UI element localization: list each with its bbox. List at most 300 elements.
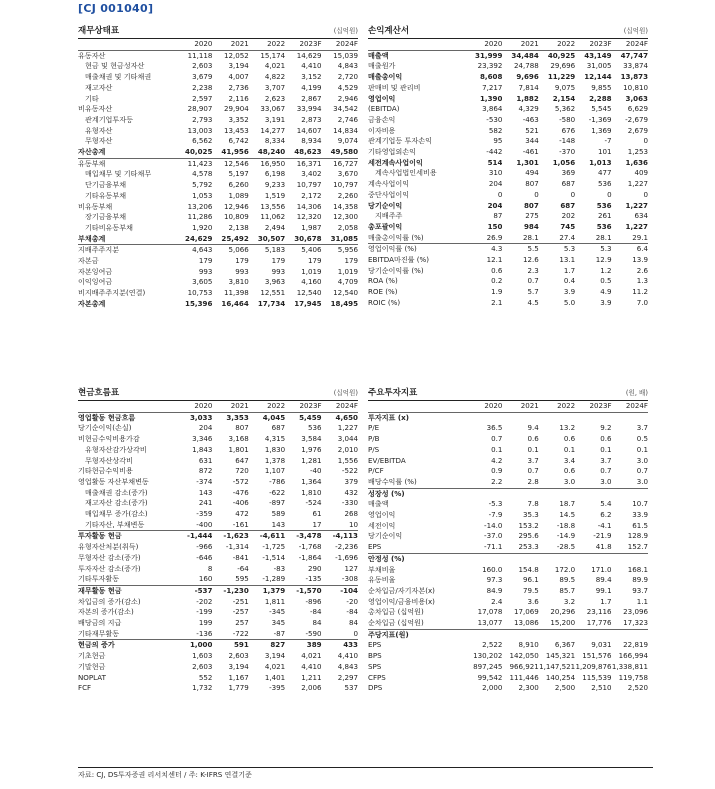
table-row (78, 651, 358, 662)
table-row (78, 72, 358, 83)
row-value: 13,077 (477, 618, 503, 628)
row-value: 8,910 (518, 640, 539, 650)
row-value: 2,000 (482, 683, 503, 693)
row-value: 0.7 (527, 276, 539, 286)
table-row (368, 412, 648, 423)
row-value: 10,810 (623, 82, 648, 92)
row-value: 0 (607, 189, 612, 199)
row-label: BPS (368, 651, 382, 661)
table-row (368, 531, 648, 542)
row-label: 계속사업법인세비용 (375, 168, 437, 178)
row-value: 6,260 (228, 180, 249, 190)
row-value: 432 (344, 487, 358, 497)
row-value: -257 (232, 607, 249, 617)
row-value: 140,254 (545, 672, 576, 682)
row-value: 2,172 (301, 190, 322, 200)
row-value: 295.6 (518, 531, 539, 541)
row-value: 0.5 (600, 276, 612, 286)
row-value: 2.1 (491, 297, 503, 307)
table-row (368, 72, 648, 83)
row-value: -463 (522, 114, 539, 124)
row-value: 3,194 (228, 661, 249, 671)
row-value: 5.4 (600, 499, 612, 509)
table-row (368, 50, 648, 61)
row-value (502, 629, 538, 640)
row-value: -476 (232, 487, 249, 497)
row-value: -537 (176, 585, 212, 596)
row-value: 0.1 (563, 444, 576, 454)
row-value: 4,410 (301, 61, 322, 71)
header-blank (368, 401, 466, 412)
row-value: 13.1 (559, 255, 576, 265)
row-label: 차입금의 증가(감소) (78, 596, 141, 606)
row-value: 25,492 (221, 233, 249, 243)
row-value: 154.8 (518, 564, 539, 574)
row-value: 0.6 (563, 466, 576, 476)
row-value: 5,406 (285, 245, 321, 256)
table-row (368, 521, 648, 532)
row-value (539, 488, 575, 499)
row-value: 3,194 (228, 61, 249, 71)
row-label: 매출총이익률 (%) (368, 232, 424, 242)
year-header: 2021 (502, 39, 538, 50)
row-value: 10,753 (187, 288, 213, 298)
row-value: 12,551 (260, 288, 286, 298)
row-value: -84 (309, 607, 322, 617)
year-header-row (78, 39, 358, 50)
table-row (368, 542, 648, 553)
header-blank (368, 39, 466, 50)
row-value: -1,314 (225, 542, 249, 552)
row-value: 20,296 (550, 607, 576, 617)
row-value: 6,562 (192, 136, 213, 146)
row-value: 93.7 (632, 585, 648, 595)
table-row (368, 683, 648, 694)
row-value: 521 (525, 125, 539, 135)
row-value: 28.1 (595, 232, 612, 242)
row-label: 관계기업투자등 (85, 114, 133, 124)
row-label: DPS (368, 683, 383, 693)
row-value: 589 (271, 509, 286, 519)
row-value: 12.1 (486, 255, 503, 265)
row-value: 595 (235, 574, 249, 584)
year-header: 2022 (249, 39, 285, 50)
row-label: 주당지표(원) (368, 629, 466, 640)
row-label: 장기금융부채 (85, 212, 127, 222)
row-value: 4,822 (264, 72, 286, 82)
row-value: 119,758 (618, 672, 648, 682)
table-row (368, 266, 648, 277)
row-value: 15,396 (185, 298, 213, 308)
table-row (78, 662, 358, 673)
table-row (368, 255, 648, 266)
row-value: 11,398 (223, 288, 249, 298)
table-row (368, 115, 648, 126)
row-value: 8,334 (264, 136, 286, 146)
row-value: 3,352 (228, 114, 249, 124)
row-value: 1,107 (264, 466, 286, 476)
row-value: 1,364 (301, 476, 322, 486)
row-value: 26.9 (486, 232, 503, 242)
row-value: 2,010 (337, 444, 358, 454)
row-label: 영업이익 (368, 510, 396, 520)
table-row (78, 126, 358, 137)
row-value: 807 (523, 200, 539, 210)
table-row (368, 94, 648, 105)
row-value: -522 (341, 466, 358, 476)
row-label: 투자지표 (x) (368, 412, 409, 422)
row-value: -4,611 (249, 531, 285, 542)
row-value: 241 (198, 498, 213, 508)
table-row (78, 83, 358, 94)
row-value: -1,623 (212, 531, 248, 542)
table-row (78, 629, 358, 640)
table-row (368, 607, 648, 618)
row-label: 유형자산처분(취득) (78, 542, 139, 552)
row-value: -406 (232, 498, 249, 508)
row-label: 투자활동 현금 (78, 531, 176, 542)
row-value: 11,118 (187, 50, 213, 60)
row-value: 2,138 (228, 222, 249, 232)
row-value: -135 (305, 574, 322, 584)
row-label: EBITDA마진률 (%) (368, 255, 430, 265)
row-value: 16,727 (322, 158, 358, 169)
row-value: 13,556 (260, 201, 286, 211)
row-label: 총포괄이익 (368, 221, 403, 231)
row-value: 0.4 (563, 276, 576, 286)
row-value: 12,320 (296, 212, 322, 222)
row-value: 2,873 (301, 114, 322, 124)
row-value: 3.9 (600, 297, 612, 307)
row-value: 6,198 (264, 169, 286, 179)
row-value: 3.0 (636, 455, 648, 465)
row-value: 12.9 (595, 255, 612, 265)
row-value: 0 (570, 189, 576, 199)
table-row (78, 267, 358, 278)
row-value (575, 553, 611, 564)
row-value: 807 (235, 423, 249, 433)
row-value: 34,542 (333, 104, 358, 114)
row-value: 2,297 (337, 672, 358, 682)
row-label: 자본잉여금 (78, 266, 113, 276)
row-value: 31,999 (475, 50, 503, 60)
table-row (368, 276, 648, 287)
row-value: 7,217 (482, 82, 503, 92)
row-value: 3,584 (301, 434, 322, 444)
row-value: 6,742 (228, 136, 249, 146)
row-label: 현금의 증가 (78, 640, 176, 651)
panel-title: 주요투자지표 (368, 388, 418, 398)
row-value: 27.4 (559, 232, 576, 242)
row-value: -14.0 (484, 520, 503, 530)
table-row (368, 201, 648, 212)
row-value: 14,306 (296, 201, 322, 211)
row-label: 이익잉여금 (78, 277, 113, 287)
row-value: 89.5 (559, 575, 576, 585)
table-row (368, 158, 648, 169)
row-value: 4,045 (262, 412, 286, 422)
row-value: 10,797 (296, 180, 322, 190)
row-value (575, 629, 611, 640)
row-value: 966,921 (509, 661, 539, 671)
row-value: 720 (235, 466, 249, 476)
row-value (575, 488, 611, 499)
row-label: 유형자산 (85, 125, 113, 135)
row-value: 12,144 (584, 72, 612, 82)
row-value: 1,253 (627, 147, 648, 157)
row-value: 745 (560, 221, 576, 231)
row-value: 0.1 (527, 444, 539, 454)
year-header: 2021 (212, 401, 248, 412)
row-value: 536 (596, 221, 612, 231)
row-value: 634 (634, 211, 648, 221)
row-value: 15,200 (550, 618, 576, 628)
row-value: 1,810 (301, 487, 322, 497)
row-value: 0.1 (600, 444, 612, 454)
row-value: 145,321 (545, 651, 576, 661)
row-value: 3.7 (600, 455, 612, 465)
row-value: -199 (196, 607, 213, 617)
row-label: 안정성 (%) (368, 553, 466, 564)
table-row (368, 287, 648, 298)
row-value: 1,830 (264, 444, 286, 454)
row-value: 160 (198, 574, 213, 584)
row-value: 23,392 (477, 61, 503, 71)
table-row (78, 456, 358, 467)
row-label: 관계기업등 투자손익 (368, 136, 432, 146)
row-value: 43,149 (584, 50, 612, 60)
row-value: 1,053 (192, 190, 213, 200)
row-value: 3.7 (636, 423, 648, 433)
table-row (78, 147, 358, 158)
row-label: 기타유동부채 (85, 190, 127, 200)
year-header: 2022 (539, 401, 575, 412)
row-value: 17,734 (257, 298, 286, 308)
row-value: 8,608 (479, 72, 503, 82)
row-value: 9,233 (264, 180, 286, 190)
year-header-row (368, 39, 648, 50)
row-value: -20 (346, 596, 358, 606)
row-value: 1,519 (264, 190, 286, 200)
row-label: 기타 (85, 93, 99, 103)
row-value: 0.9 (491, 466, 503, 476)
row-value: 16,950 (249, 158, 285, 169)
row-value: 23,096 (623, 607, 648, 617)
row-value: 687 (271, 423, 286, 433)
row-value (502, 553, 538, 564)
table-row (368, 61, 648, 72)
row-value: 11,229 (547, 72, 576, 82)
row-label: 매출원가 (368, 61, 396, 71)
table-row (78, 50, 358, 61)
row-value: 5,459 (299, 412, 322, 422)
table-row (78, 597, 358, 608)
row-value: 345 (271, 618, 286, 628)
row-value: 2,867 (301, 93, 322, 103)
row-value: -1,230 (212, 585, 248, 596)
row-value: 3,063 (625, 93, 648, 103)
row-value: 2,510 (591, 683, 612, 693)
row-value: 3,194 (264, 651, 286, 661)
row-value: 0 (534, 189, 539, 199)
row-value: 22,819 (623, 640, 648, 650)
row-value (575, 412, 611, 423)
table-row (78, 191, 358, 202)
row-value: 127 (344, 563, 358, 573)
row-value: 87 (493, 211, 503, 221)
row-value: 128.9 (627, 531, 648, 541)
row-value: 168.1 (627, 564, 648, 574)
row-value: 179 (198, 256, 213, 266)
year-header: 2024F (322, 39, 358, 50)
row-value: 1,801 (228, 444, 249, 454)
row-label: 유동부채 (78, 158, 176, 169)
key-indicators-panel (368, 389, 648, 694)
row-value: 4,315 (264, 434, 286, 444)
row-value: 591 (212, 640, 248, 651)
row-value: 275 (525, 211, 539, 221)
row-value: 3,152 (301, 72, 322, 82)
row-value: 3,864 (482, 104, 503, 114)
row-value: 3,044 (337, 434, 358, 444)
table-row (368, 104, 648, 115)
row-label: 부채비율 (368, 564, 396, 574)
row-value: 28.1 (523, 232, 539, 242)
row-value: 9,074 (337, 136, 358, 146)
row-value: 3.0 (600, 476, 612, 486)
row-value: 3,346 (192, 434, 213, 444)
row-value (502, 412, 538, 423)
row-value: 2,522 (482, 640, 503, 650)
row-value (466, 412, 502, 423)
row-value: 17,069 (513, 607, 539, 617)
row-value: 4,410 (301, 661, 322, 671)
row-value: 1,147,521 (539, 661, 576, 671)
year-header-row (78, 401, 358, 412)
row-label: 매출액 (368, 499, 389, 509)
row-value: 1,056 (552, 157, 576, 167)
row-value: -136 (196, 628, 213, 638)
row-label: 기타자산, 부채변동 (85, 519, 145, 529)
row-label: 비유동부채 (78, 201, 113, 211)
row-value: 1,338,811 (611, 661, 648, 671)
row-value: 0 (643, 189, 648, 199)
row-value: 5,197 (228, 169, 249, 179)
row-value: 4,021 (264, 61, 286, 71)
row-value: 12.6 (523, 255, 539, 265)
panel-header (368, 389, 648, 401)
row-value: 31,085 (330, 233, 358, 243)
row-label: 현금 및 현금성자산 (85, 61, 145, 71)
row-value: 111,446 (509, 672, 539, 682)
row-value: 13,086 (513, 618, 539, 628)
row-label: 부채총계 (78, 233, 106, 243)
row-value: 1,976 (301, 444, 322, 454)
row-label: 이자비용 (368, 125, 396, 135)
row-value: -646 (196, 552, 213, 562)
row-value: 2,603 (192, 661, 213, 671)
row-value: 5.0 (563, 297, 576, 307)
table-row (368, 434, 648, 445)
row-value: 4.3 (466, 244, 502, 255)
table-row (368, 168, 648, 179)
row-value: 2,500 (554, 683, 576, 693)
row-label: 자본금 (78, 256, 99, 266)
row-label: 무형자산상각비 (85, 455, 133, 465)
table-row (368, 553, 648, 564)
row-value: -5.3 (488, 499, 503, 509)
year-header: 2024F (612, 401, 648, 412)
row-value (539, 412, 575, 423)
row-value: 6.4 (612, 244, 648, 255)
row-value: 0.1 (636, 444, 648, 454)
row-value: 13,873 (620, 72, 648, 82)
row-value: 18,495 (330, 298, 358, 308)
row-value: -345 (269, 607, 286, 617)
row-value: 48,240 (257, 147, 286, 157)
row-label: 재고자산 감소(증가) (85, 498, 148, 508)
row-label: 순차입금 (십억원) (368, 618, 424, 628)
row-value: 12,300 (333, 212, 358, 222)
row-value: -2,236 (335, 542, 358, 552)
row-value: -841 (232, 552, 249, 562)
row-label: 중단사업이익 (368, 189, 410, 199)
row-value: 10,797 (333, 180, 358, 190)
row-value: 1,019 (301, 266, 322, 276)
row-value: 5,792 (192, 180, 213, 190)
row-value: 34,484 (511, 50, 539, 60)
row-value: -461 (522, 147, 539, 157)
row-value: 3,670 (337, 169, 358, 179)
row-value: 2,946 (337, 93, 358, 103)
row-label: 자산총계 (78, 147, 106, 157)
row-value: 1,636 (625, 157, 648, 167)
table-row (78, 640, 358, 651)
row-value: 1.1 (636, 596, 648, 606)
row-value: -374 (196, 476, 213, 486)
row-label: FCF (78, 683, 92, 693)
row-value: 2,494 (264, 222, 286, 232)
table-row (368, 673, 648, 684)
row-value: -359 (196, 509, 213, 519)
year-header: 2021 (212, 39, 248, 50)
table-row (78, 607, 358, 618)
row-label: 배당금의 지급 (78, 618, 122, 628)
row-label: 영업이익 (368, 93, 396, 103)
row-value: 14,834 (333, 125, 358, 135)
row-value: 261 (598, 211, 612, 221)
row-label: 영업활동 현금흐름 (78, 412, 136, 422)
table-row (78, 434, 358, 445)
row-value: 0.6 (600, 434, 612, 444)
row-value: -28.5 (556, 542, 576, 552)
row-value: 4,709 (337, 277, 358, 287)
row-value: 1,390 (479, 93, 503, 103)
row-label: 비유동자산 (78, 104, 113, 114)
row-value: 2,603 (192, 61, 213, 71)
row-value: 4,843 (337, 61, 358, 71)
row-value: 28,907 (187, 104, 213, 114)
panel-unit: (십억원) (623, 27, 648, 35)
row-value: 4,529 (337, 82, 358, 92)
cash-flow-panel (78, 389, 358, 694)
row-value: 33,994 (296, 104, 322, 114)
row-value: -786 (269, 476, 286, 486)
balance-sheet-panel (78, 27, 358, 310)
row-value: 514 (487, 157, 503, 167)
row-value: 536 (598, 179, 612, 189)
row-value: 7.8 (527, 499, 539, 509)
